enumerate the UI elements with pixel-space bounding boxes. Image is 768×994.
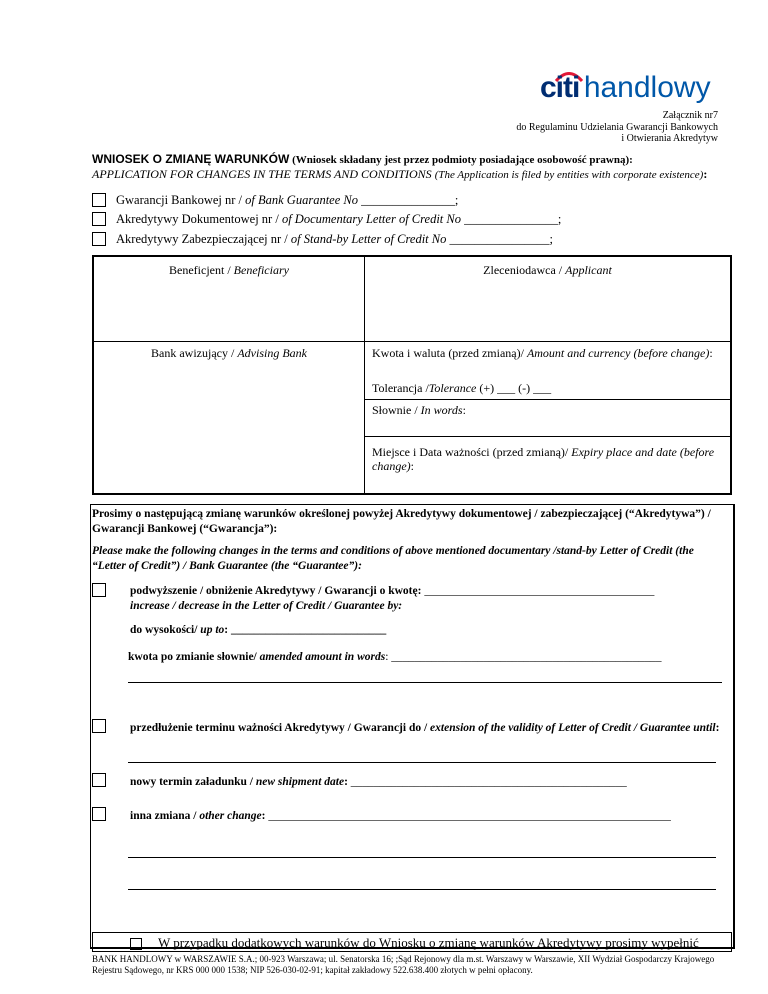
option-label-en: of Bank Guarantee No — [245, 192, 358, 207]
up-to-field[interactable]: ___________________________ — [228, 624, 387, 636]
cell-label-en: Beneficiary — [233, 263, 289, 277]
title-en: APPLICATION FOR CHANGES IN THE TERMS AND CONDITIONS — [92, 167, 432, 181]
change-label: kwota po zmianie słownie/ — [128, 651, 260, 663]
cell-label-en: Tolerance — [428, 381, 477, 395]
option-standby-lc — [92, 230, 553, 248]
form-title — [92, 152, 712, 182]
in-words-cell[interactable] — [372, 403, 722, 417]
blank-line[interactable] — [128, 889, 716, 890]
option-label: Akredytywy Dokumentowej nr / — [116, 211, 279, 226]
change-label-en: amended amount in words — [259, 651, 386, 663]
change-label: inna zmiana / — [130, 810, 200, 822]
cell-colon: : — [410, 459, 414, 473]
option-label: Gwarancji Bankowej nr / — [116, 192, 243, 207]
cell-label-en: In words — [420, 403, 463, 417]
blank-line[interactable] — [128, 682, 722, 683]
title-en-note: (The Application is filed by entities with corporate existence) — [434, 169, 704, 181]
footer-line: Rejestru Sądowego, nr KRS 000 000 1538; NIP 526-030-02-91; kapitał zakładowy 522.638.400 złotych w pełni opłacony. — [92, 965, 533, 975]
shipment-date-label — [130, 775, 720, 790]
additional-conditions-text: W przypadku dodatkowych warunków do Wniosku o zmianę warunków Akredytywy prosimy wypełnić — [158, 935, 699, 950]
option-label-en: of Documentary Letter of Credit No — [281, 211, 461, 226]
cell-label: Miejsce i Data ważności (przed zmianą)/ — [372, 445, 572, 459]
title-colon: : — [703, 167, 708, 181]
extension-checkbox[interactable] — [92, 719, 106, 733]
change-label: nowy termin załadunku / — [130, 776, 256, 788]
additional-conditions-checkbox[interactable] — [130, 938, 142, 950]
cell-colon: : — [709, 346, 713, 360]
change-colon: : — [344, 776, 348, 788]
annex-note — [516, 110, 718, 145]
shipment-date-checkbox[interactable] — [92, 773, 106, 787]
beneficiary-cell[interactable] — [94, 263, 364, 277]
change-label-en: increase / decrease in the Letter of Credit / Guarantee by: — [130, 599, 403, 612]
cell-label: Słownie / — [372, 403, 421, 417]
title-pl: WNIOSEK O ZMIANĘ WARUNKÓW — [92, 152, 290, 166]
table-row-divider — [94, 341, 730, 342]
option-documentary-lc — [92, 210, 561, 228]
bank-guarantee-checkbox[interactable] — [92, 193, 106, 207]
applicant-cell[interactable] — [365, 263, 730, 277]
change-colon: : — [261, 810, 266, 822]
annex-line: do Regulaminu Udzielania Gwarancji Bankowych — [516, 121, 718, 133]
change-label: przedłużenie terminu ważności Akredytywy / Gwarancji do / — [130, 722, 431, 734]
advising-bank-cell[interactable] — [94, 346, 364, 360]
request-en: Please make the following changes in the terms and conditions of above mentioned documentary /stand-by Letter of Credit (the “Letter of Credit”) / Bank Guarantee (the “Guarantee”): — [92, 545, 694, 572]
cell-label-en: Advising Bank — [237, 346, 307, 360]
amended-words-field[interactable]: _______________________________________________ — [388, 651, 662, 663]
cell-label: Bank awizujący / — [151, 346, 238, 360]
cell-colon: : — [462, 403, 466, 417]
cell-label: Zleceniodawca / — [483, 263, 566, 277]
cell-label-en: Expiry place and date (before change) — [372, 445, 715, 473]
cell-label: Beneficjent / — [169, 263, 234, 277]
change-colon: : — [385, 651, 389, 663]
bank-footer — [92, 954, 732, 976]
documentary-lc-checkbox[interactable] — [92, 212, 106, 226]
change-colon: : — [224, 624, 229, 636]
other-change-field[interactable]: ______________________________________________________________________ — [265, 810, 671, 822]
blank-line[interactable] — [128, 762, 716, 763]
cell-label-en: Applicant — [565, 263, 612, 277]
title-pl-note: (Wniosek składany jest przez podmioty posiadające osobowość prawną): — [292, 154, 633, 166]
change-colon: : — [715, 722, 720, 734]
standby-lc-checkbox[interactable] — [92, 232, 106, 246]
cell-label-en: Amount and currency (before change) — [526, 346, 710, 360]
shipment-date-field[interactable]: ________________________________________________ — [347, 776, 627, 788]
option-label: Akredytywy Zabezpieczającej nr / — [116, 231, 288, 246]
extension-label — [130, 721, 720, 736]
option-blank[interactable]: _______________; — [464, 211, 562, 226]
annex-line: Załącznik nr7 — [662, 110, 718, 121]
option-label-en: of Stand-by Letter of Credit No — [290, 231, 447, 246]
cell-label: Tolerancja / — [372, 381, 429, 395]
increase-decrease-label — [130, 584, 730, 613]
footer-line: BANK HANDLOWY w WARSZAWIE S.A.; 00-923 Warszawa; ul. Senatorska 16; ;Sąd Rejonowy dla m.st. Warszawy w Warszawie, XII Wydział Gospodarczy Krajowego — [92, 954, 715, 964]
option-blank[interactable]: ________________; — [449, 231, 553, 246]
other-change-label — [130, 809, 730, 824]
expiry-cell[interactable] — [372, 445, 722, 473]
amended-words-label — [128, 650, 728, 665]
option-bank-guarantee — [92, 191, 458, 209]
change-label-en: other change — [199, 810, 262, 822]
tolerance-cell[interactable] — [372, 381, 722, 395]
request-pl: Prosimy o następującą zmianę warunków określonej powyżej Akredytywy dokumentowej / zabezpieczającej (“Akredytywa”) / Gwarancji Bankowej (“Gwarancja”): — [92, 508, 711, 535]
increase-decrease-checkbox[interactable] — [92, 583, 106, 597]
annex-line: i Otwierania Akredytyw — [621, 133, 718, 144]
change-label: do wysokości/ — [130, 624, 201, 636]
blank-line[interactable] — [128, 857, 716, 858]
logo-brand: citi — [540, 71, 580, 104]
table-row-divider — [365, 436, 730, 437]
cell-label: Kwota i waluta (przed zmianą)/ — [372, 346, 527, 360]
amount-currency-cell[interactable] — [372, 346, 722, 360]
citi-handlowy-logo — [540, 70, 720, 106]
option-blank[interactable]: _______________; — [361, 192, 459, 207]
change-label-en: new shipment date — [255, 776, 345, 788]
other-change-checkbox[interactable] — [92, 807, 106, 821]
change-label-en: up to — [200, 624, 225, 636]
table-divider — [364, 257, 365, 493]
change-label: podwyższenie / obniżenie Akredytywy / Gwarancji o kwotę: — [130, 585, 422, 597]
increase-amount-field[interactable]: ________________________________________ — [421, 585, 655, 597]
tolerance-blanks: (+) ___ (-) ___ — [476, 381, 552, 395]
table-row-divider — [365, 399, 730, 400]
logo-name: handlowy — [583, 71, 711, 104]
up-to-label — [130, 623, 730, 638]
change-label-en: extension of the validity of Letter of Credit / Guarantee until — [430, 722, 716, 734]
